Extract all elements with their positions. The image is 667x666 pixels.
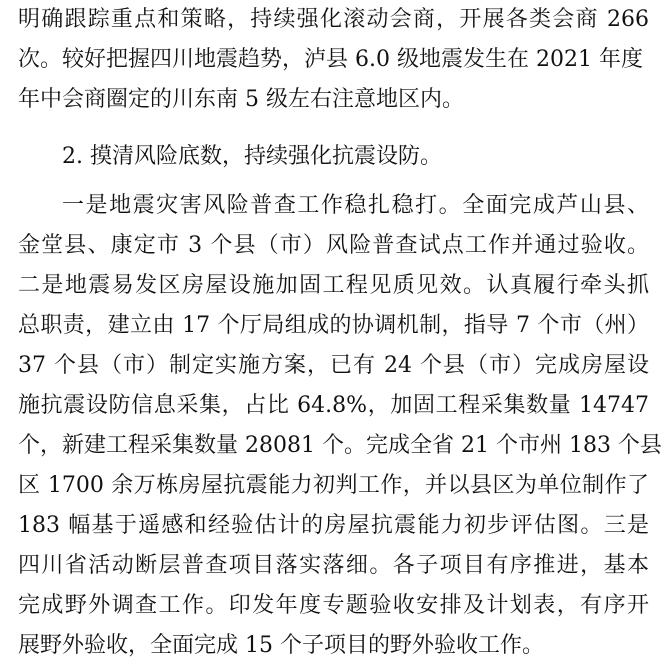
text-line-15: 完成野外调查工作。印发年度专题验收安排及计划表，有序开	[18, 593, 649, 618]
text-line-5: 一是地震灾害风险普查工作稳扎稳打。全面完成芦山县、	[62, 193, 649, 218]
text-line-9: 37 个县（市）制定实施方案，已有 24 个县（市）完成房屋设	[18, 353, 649, 378]
section-heading: 2. 摸清风险底数，持续强化抗震设防。	[62, 144, 442, 169]
text-line-1: 明确跟踪重点和策略，持续强化滚动会商，开展各类会商 266	[18, 7, 649, 32]
text-line-8: 总职责，建立由 17 个厅局组成的协调机制，指导 7 个市（州）	[18, 313, 649, 338]
text-line-14: 四川省活动断层普查项目落实落细。各子项目有序推进，基本	[18, 553, 649, 578]
text-line-7: 二是地震易发区房屋设施加固工程见质见效。认真履行牵头抓	[18, 273, 649, 298]
text-line-6: 金堂县、康定市 3 个县（市）风险普查试点工作并通过验收。	[18, 233, 649, 258]
text-line-11: 个，新建工程采集数量 28081 个。完成全省 21 个市州 183 个县	[18, 433, 662, 458]
text-line-3: 年中会商圈定的川东南 5 级左右注意地区内。	[18, 87, 464, 112]
text-line-10: 施抗震设防信息采集，占比 64.8%，加固工程采集数量 14747	[18, 393, 649, 418]
text-line-13: 183 幅基于遥感和经验估计的房屋抗震能力初步评估图。三是	[18, 513, 649, 538]
text-line-2: 次。较好把握四川地震趋势，泸县 6.0 级地震发生在 2021 年度	[18, 47, 643, 72]
text-line-16: 展野外验收，全面完成 15 个子项目的野外验收工作。	[18, 633, 544, 658]
text-line-12: 区 1700 余万栋房屋抗震能力初判工作，并以县区为单位制作了	[18, 473, 649, 498]
